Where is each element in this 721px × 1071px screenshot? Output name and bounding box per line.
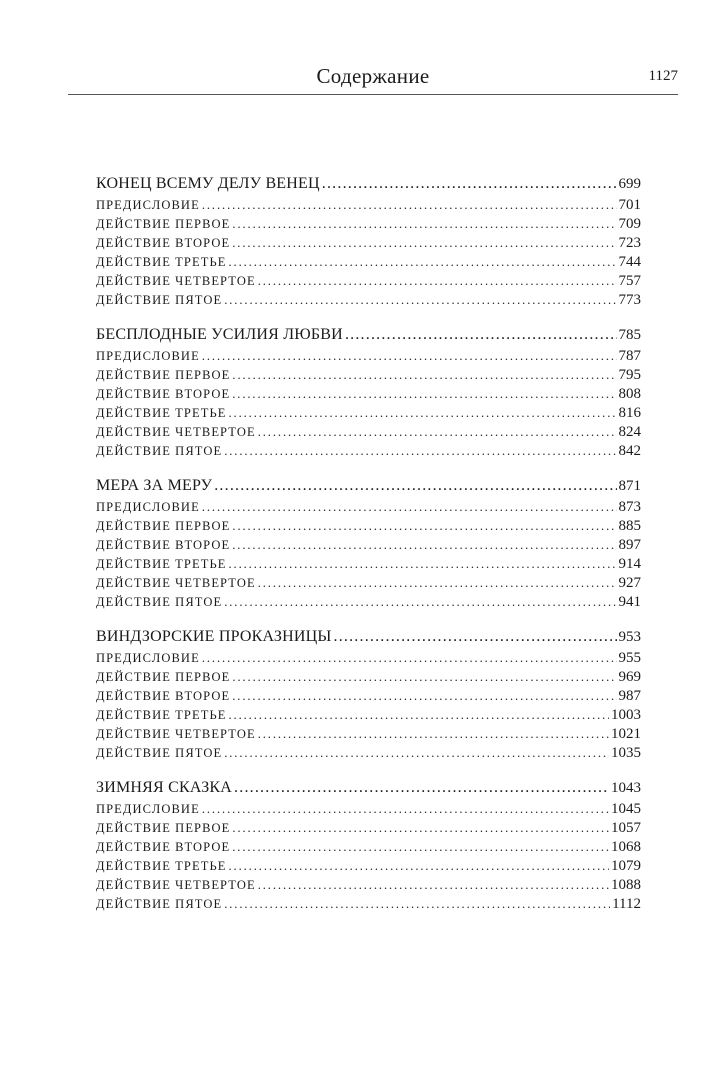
dot-leader bbox=[258, 576, 617, 591]
entry-title: ДЕЙСТВИЕ ПЯТОЕ bbox=[96, 746, 223, 760]
entry-title: ДЕЙСТВИЕ ПЕРВОЕ bbox=[96, 670, 231, 684]
entry-title: МЕРА ЗА МЕРУ bbox=[96, 477, 213, 494]
toc-play-entry[interactable] bbox=[96, 628, 641, 650]
entry-title: ДЕЙСТВИЕ ВТОРОЕ bbox=[96, 538, 231, 552]
dot-leader bbox=[224, 293, 616, 308]
entry-page-number: 1068 bbox=[611, 839, 641, 855]
toc-subentry[interactable] bbox=[96, 820, 641, 839]
dot-leader bbox=[234, 779, 609, 797]
running-header bbox=[68, 60, 678, 95]
entry-title: ДЕЙСТВИЕ ПЕРВОЕ bbox=[96, 368, 231, 382]
entry-page-number: 699 bbox=[618, 176, 641, 192]
entry-page-number: 1035 bbox=[611, 745, 641, 761]
entry-title: БЕСПЛОДНЫЕ УСИЛИЯ ЛЮБВИ bbox=[96, 326, 343, 343]
toc-subentry[interactable] bbox=[96, 499, 641, 518]
dot-leader bbox=[202, 500, 617, 515]
entry-page-number: 808 bbox=[618, 386, 641, 402]
dot-leader bbox=[258, 425, 617, 440]
dot-leader bbox=[228, 708, 609, 723]
dot-leader bbox=[258, 727, 609, 742]
entry-page-number: 1021 bbox=[611, 726, 641, 742]
dot-leader bbox=[228, 859, 609, 874]
entry-title: ДЕЙСТВИЕ ПЕРВОЕ bbox=[96, 217, 231, 231]
entry-title: ПРЕДИСЛОВИЕ bbox=[96, 198, 200, 212]
dot-leader bbox=[224, 897, 610, 912]
entry-page-number: 1045 bbox=[611, 801, 641, 817]
dot-leader bbox=[202, 198, 617, 213]
toc-subentry[interactable] bbox=[96, 537, 641, 556]
entry-page-number: 816 bbox=[618, 405, 641, 421]
entry-title: ДЕЙСТВИЕ ЧЕТВЕРТОЕ bbox=[96, 425, 256, 439]
toc-subentry[interactable] bbox=[96, 424, 641, 443]
entry-page-number: 744 bbox=[618, 254, 641, 270]
toc-section bbox=[96, 779, 641, 915]
entry-title: ДЕЙСТВИЕ ЧЕТВЕРТОЕ bbox=[96, 576, 256, 590]
entry-page-number: 1079 bbox=[611, 858, 641, 874]
toc-subentry[interactable] bbox=[96, 594, 641, 613]
entry-page-number: 969 bbox=[618, 669, 641, 685]
dot-leader bbox=[224, 444, 616, 459]
entry-page-number: 773 bbox=[618, 292, 641, 308]
entry-page-number: 1057 bbox=[611, 820, 641, 836]
entry-page-number: 871 bbox=[618, 478, 641, 494]
dot-leader bbox=[228, 406, 616, 421]
toc-section bbox=[96, 326, 641, 462]
entry-page-number: 787 bbox=[618, 348, 641, 364]
toc-subentry[interactable] bbox=[96, 405, 641, 424]
toc-subentry[interactable] bbox=[96, 197, 641, 216]
toc-subentry[interactable] bbox=[96, 669, 641, 688]
entry-title: ВИНДЗОРСКИЕ ПРОКАЗНИЦЫ bbox=[96, 628, 332, 645]
entry-title: ДЕЙСТВИЕ ВТОРОЕ bbox=[96, 387, 231, 401]
toc-subentry[interactable] bbox=[96, 877, 641, 896]
entry-title: КОНЕЦ ВСЕМУ ДЕЛУ ВЕНЕЦ bbox=[96, 175, 320, 192]
entry-page-number: 873 bbox=[618, 499, 641, 515]
entry-page-number: 785 bbox=[618, 327, 641, 343]
entry-title: ДЕЙСТВИЕ ПЯТОЕ bbox=[96, 293, 223, 307]
entry-title: ЗИМНЯЯ СКАЗКА bbox=[96, 779, 233, 796]
dot-leader bbox=[232, 387, 616, 402]
dot-leader bbox=[334, 628, 617, 646]
entry-title: ДЕЙСТВИЕ ПЯТОЕ bbox=[96, 595, 223, 609]
entry-title: ДЕЙСТВИЕ ЧЕТВЕРТОЕ bbox=[96, 878, 256, 892]
entry-page-number: 824 bbox=[618, 424, 641, 440]
dot-leader bbox=[228, 255, 616, 270]
entry-title: ДЕЙСТВИЕ ПЕРВОЕ bbox=[96, 519, 231, 533]
dot-leader bbox=[224, 595, 616, 610]
entry-title: ПРЕДИСЛОВИЕ bbox=[96, 349, 200, 363]
dot-leader bbox=[232, 217, 616, 232]
entry-page-number: 987 bbox=[618, 688, 641, 704]
entry-page-number: 914 bbox=[618, 556, 641, 572]
dot-leader bbox=[232, 689, 616, 704]
toc-subentry[interactable] bbox=[96, 575, 641, 594]
entry-title: ПРЕДИСЛОВИЕ bbox=[96, 802, 200, 816]
toc-section bbox=[96, 628, 641, 764]
dot-leader bbox=[232, 821, 609, 836]
dot-leader bbox=[202, 802, 609, 817]
entry-page-number: 927 bbox=[618, 575, 641, 591]
toc-subentry[interactable] bbox=[96, 292, 641, 311]
dot-leader bbox=[232, 840, 609, 855]
dot-leader bbox=[232, 538, 616, 553]
entry-title: ДЕЙСТВИЕ ВТОРОЕ bbox=[96, 689, 231, 703]
toc-subentry[interactable] bbox=[96, 556, 641, 575]
toc-subentry[interactable] bbox=[96, 896, 641, 915]
toc-subentry[interactable] bbox=[96, 273, 641, 292]
entry-title: ДЕЙСТВИЕ ПЯТОЕ bbox=[96, 897, 223, 911]
toc-play-entry[interactable] bbox=[96, 477, 641, 499]
entry-title: ДЕЙСТВИЕ ТРЕТЬЕ bbox=[96, 557, 227, 571]
dot-leader bbox=[224, 746, 609, 761]
entry-page-number: 941 bbox=[618, 594, 641, 610]
entry-page-number: 885 bbox=[618, 518, 641, 534]
entry-page-number: 842 bbox=[618, 443, 641, 459]
entry-title: ПРЕДИСЛОВИЕ bbox=[96, 651, 200, 665]
entry-title: ДЕЙСТВИЕ ВТОРОЕ bbox=[96, 236, 231, 250]
toc-subentry[interactable] bbox=[96, 726, 641, 745]
toc-subentry[interactable] bbox=[96, 707, 641, 726]
dot-leader bbox=[258, 878, 609, 893]
toc-subentry[interactable] bbox=[96, 801, 641, 820]
toc-section bbox=[96, 175, 641, 311]
entry-page-number: 953 bbox=[618, 629, 641, 645]
entry-title: ДЕЙСТВИЕ ТРЕТЬЕ bbox=[96, 406, 227, 420]
dot-leader bbox=[232, 670, 616, 685]
page-number: 1127 bbox=[648, 68, 678, 84]
toc-subentry[interactable] bbox=[96, 386, 641, 405]
toc-subentry[interactable] bbox=[96, 858, 641, 877]
dot-leader bbox=[232, 519, 616, 534]
toc-subentry[interactable] bbox=[96, 745, 641, 764]
toc-subentry[interactable] bbox=[96, 443, 641, 462]
table-of-contents bbox=[96, 175, 641, 930]
toc-play-entry[interactable] bbox=[96, 779, 641, 801]
dot-leader bbox=[228, 557, 616, 572]
entry-title: ДЕЙСТВИЕ ТРЕТЬЕ bbox=[96, 859, 227, 873]
entry-title: ДЕЙСТВИЕ ПЯТОЕ bbox=[96, 444, 223, 458]
entry-page-number: 955 bbox=[618, 650, 641, 666]
entry-title: ДЕЙСТВИЕ ЧЕТВЕРТОЕ bbox=[96, 274, 256, 288]
toc-subentry[interactable] bbox=[96, 688, 641, 707]
entry-page-number: 1088 bbox=[611, 877, 641, 893]
toc-subentry[interactable] bbox=[96, 216, 641, 235]
toc-subentry[interactable] bbox=[96, 235, 641, 254]
dot-leader bbox=[202, 651, 617, 666]
entry-page-number: 1112 bbox=[612, 896, 641, 912]
entry-page-number: 709 bbox=[618, 216, 641, 232]
toc-subentry[interactable] bbox=[96, 839, 641, 858]
entry-page-number: 897 bbox=[618, 537, 641, 553]
dot-leader bbox=[345, 326, 617, 344]
entry-title: ДЕЙСТВИЕ ТРЕТЬЕ bbox=[96, 255, 227, 269]
toc-subentry[interactable] bbox=[96, 518, 641, 537]
dot-leader bbox=[258, 274, 617, 289]
entry-title: ПРЕДИСЛОВИЕ bbox=[96, 500, 200, 514]
entry-page-number: 1043 bbox=[611, 780, 641, 796]
entry-page-number: 795 bbox=[618, 367, 641, 383]
toc-subentry[interactable] bbox=[96, 254, 641, 273]
entry-page-number: 723 bbox=[618, 235, 641, 251]
entry-title: ДЕЙСТВИЕ ТРЕТЬЕ bbox=[96, 708, 227, 722]
entry-page-number: 701 bbox=[618, 197, 641, 213]
entry-page-number: 757 bbox=[618, 273, 641, 289]
toc-subentry[interactable] bbox=[96, 367, 641, 386]
dot-leader bbox=[232, 368, 616, 383]
toc-section bbox=[96, 477, 641, 613]
entry-title: ДЕЙСТВИЕ ПЕРВОЕ bbox=[96, 821, 231, 835]
dot-leader bbox=[214, 477, 616, 495]
entry-page-number: 1003 bbox=[611, 707, 641, 723]
toc-subentry[interactable] bbox=[96, 348, 641, 367]
page-title: Содержание bbox=[316, 64, 430, 88]
dot-leader bbox=[202, 349, 617, 364]
dot-leader bbox=[322, 175, 617, 193]
toc-play-entry[interactable] bbox=[96, 326, 641, 348]
toc-subentry[interactable] bbox=[96, 650, 641, 669]
entry-title: ДЕЙСТВИЕ ВТОРОЕ bbox=[96, 840, 231, 854]
entry-title: ДЕЙСТВИЕ ЧЕТВЕРТОЕ bbox=[96, 727, 256, 741]
dot-leader bbox=[232, 236, 616, 251]
toc-play-entry[interactable] bbox=[96, 175, 641, 197]
